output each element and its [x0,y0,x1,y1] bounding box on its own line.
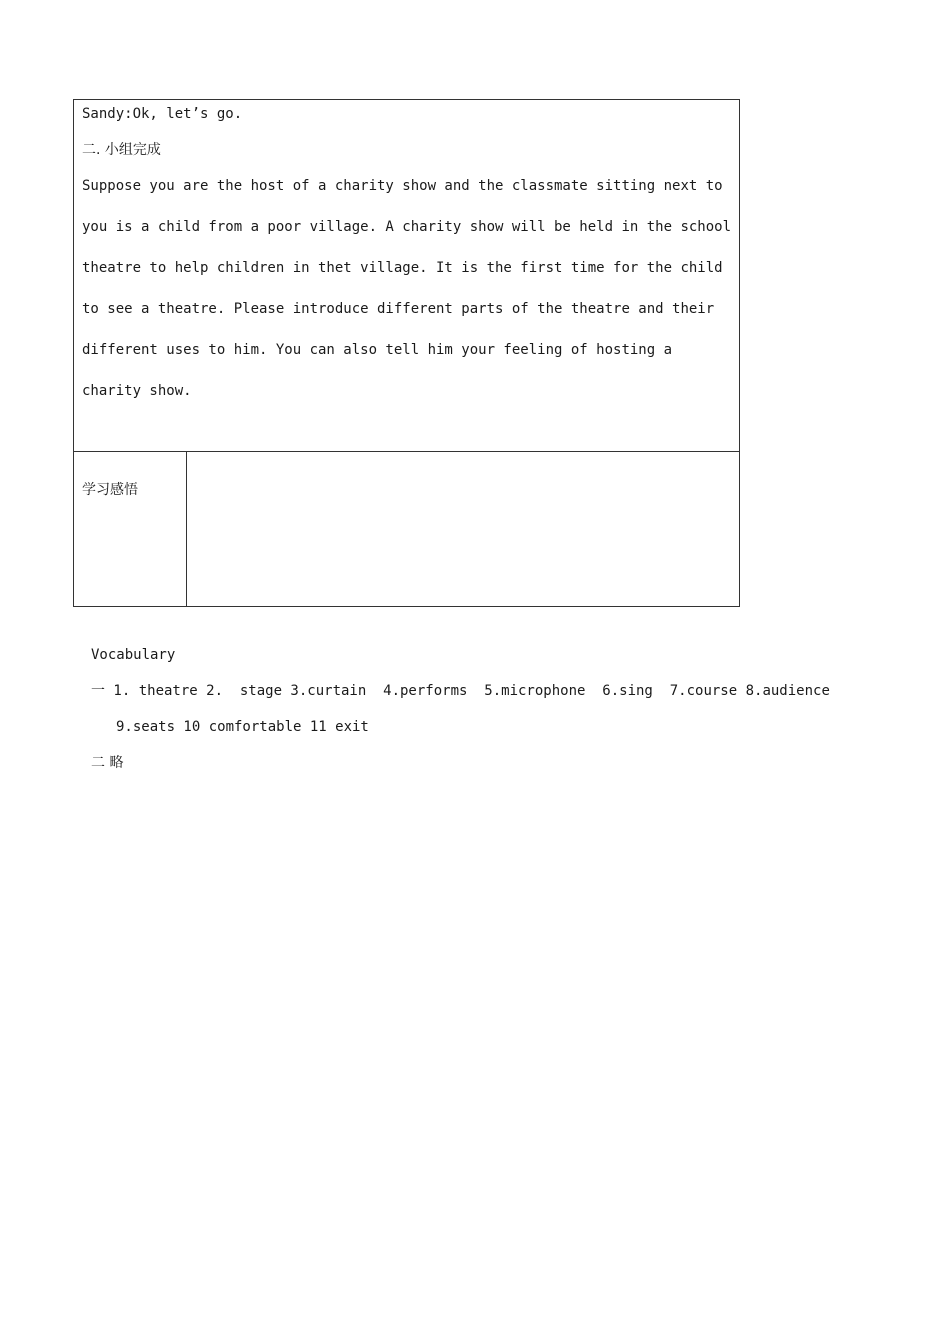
dialogue-line: Sandy:Ok, let’s go. [82,106,243,122]
answers-part2: 二 略 [91,755,124,771]
exercise-table [73,99,740,607]
task-text-line: theatre to help children in thet village. It is the first time for the child [82,260,723,276]
task-text-line: to see a theatre. Please introduce different parts of the theatre and their [82,301,715,317]
task-text-line: charity show. [82,383,192,399]
task-cell [74,100,739,452]
task-text-line: you is a child from a poor village. A charity show will be held in the school [82,219,732,235]
section-heading: 二. 小组完成 [82,142,161,158]
reflection-content-cell [187,452,739,606]
task-text-line: different uses to him. You can also tell him your feeling of hosting a [82,342,673,358]
answers-part1-line2: 9.seats 10 comfortable 11 exit [116,719,369,735]
reflection-label: 学习感悟 [82,482,138,498]
answers-part1-line1: 一 1. theatre 2. stage 3.curtain 4.performs 5.microphone 6.sing 7.course 8.audience [91,683,830,699]
reflection-label-cell [74,452,187,606]
task-text-line: Suppose you are the host of a charity show and the classmate sitting next to [82,178,723,194]
answers-heading: Vocabulary [91,647,176,663]
